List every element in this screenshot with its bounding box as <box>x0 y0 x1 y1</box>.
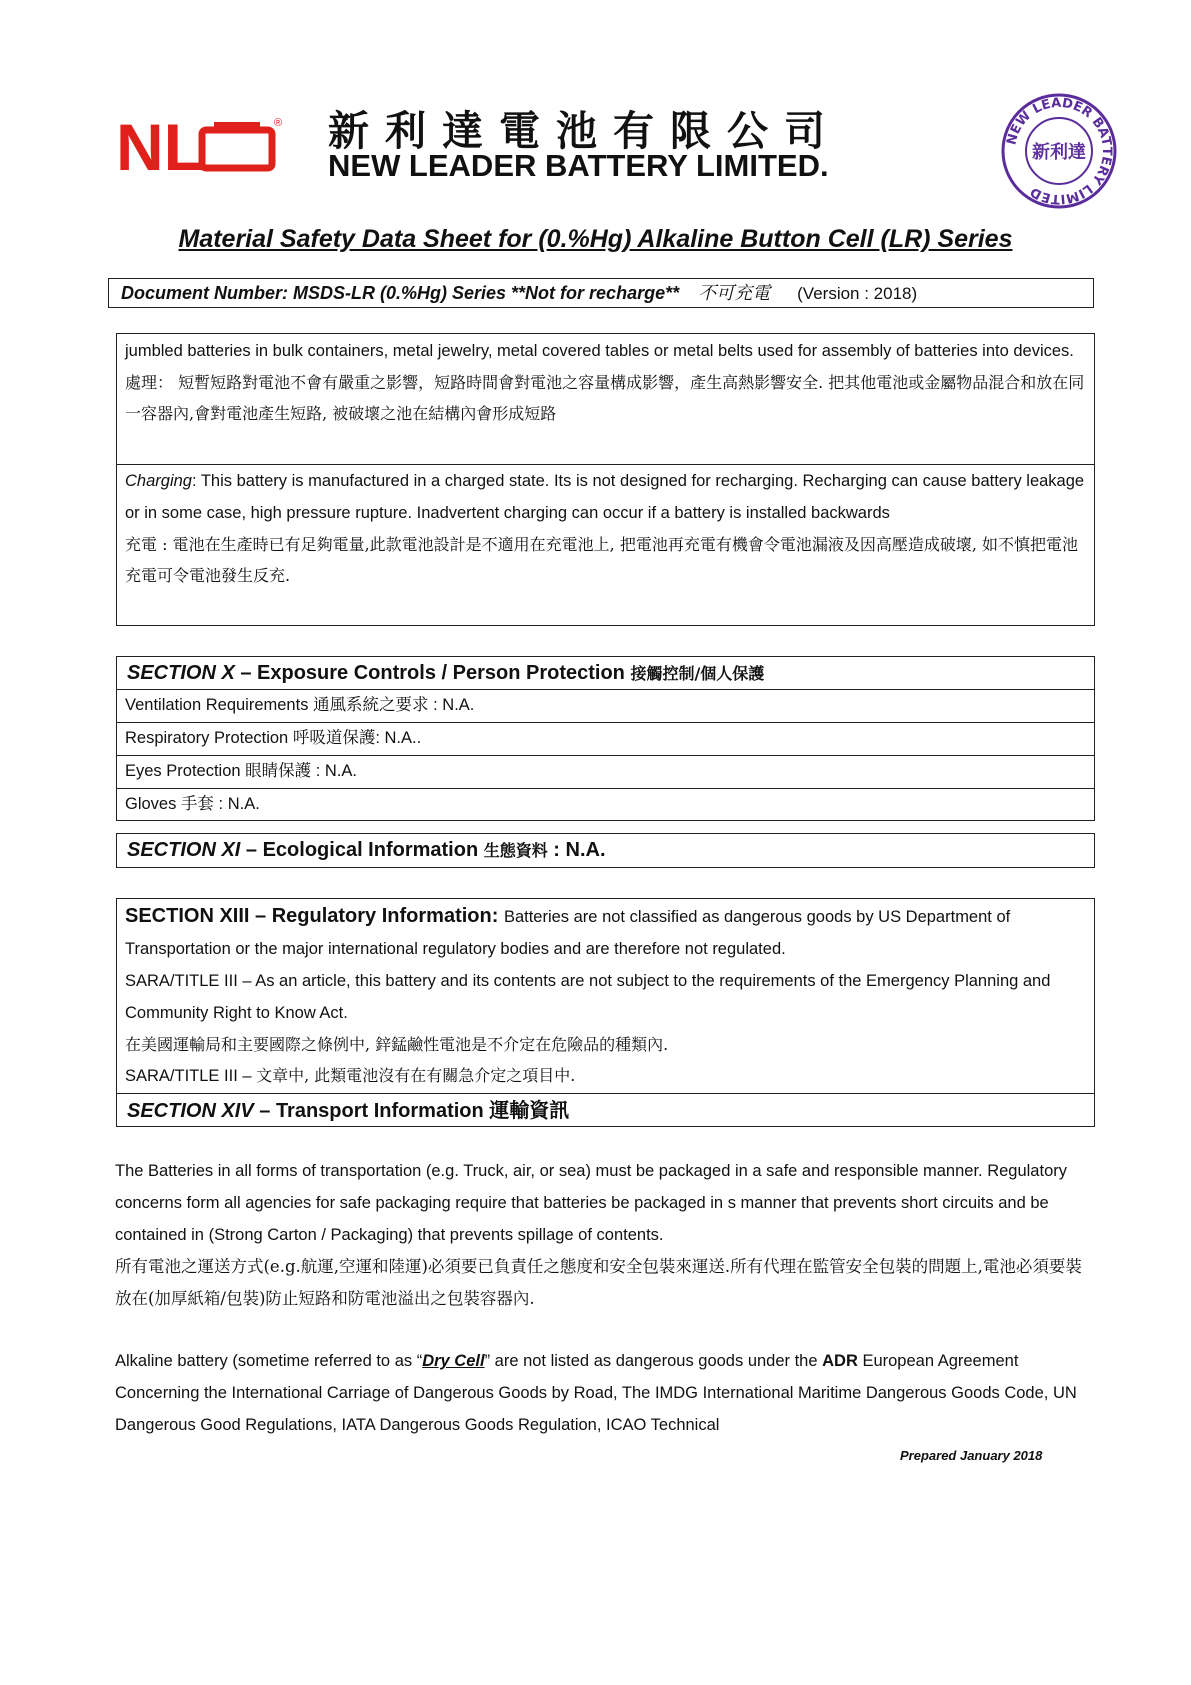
document-version: (Version : 2018) <box>797 284 918 303</box>
section-xi-box <box>116 833 1095 868</box>
charging-body: : This battery is manufactured in a charged state. Its is not designed for recharging. Recharging can cause battery leakage or in some case, high pressure rupture. Inadvertent charging can occur if a battery is installed backwards <box>125 472 1085 522</box>
sara-cn-prefix: SARA/TITLE III – <box>125 1067 257 1085</box>
ventilation-row: Ventilation Requirements 通風系統之要求 : N.A. <box>117 689 1094 722</box>
document-number: Document Number: MSDS-LR (0.%Hg) Series **Not for recharge** <box>121 283 680 303</box>
section-xi-title: – Ecological Information <box>240 839 484 861</box>
seal-ring-text: NEW LEADER BATTERY LIMITED <box>1004 95 1115 207</box>
prepared-date: Prepared January 2018 <box>900 1448 1043 1463</box>
dry-cell-term: Dry Cell <box>422 1352 485 1370</box>
handling-text: jumbled batteries in bulk containers, metal jewelry, metal covered tables or metal belts used for assembly of batteries into devices. <box>125 342 1074 360</box>
logo-battery-shape <box>202 130 272 168</box>
transport-text: The Batteries in all forms of transportation (e.g. Truck, air, or sea) must be packaged in a safe and responsible manner. Regulatory concerns form all agencies for safe packaging require that batteries be packaged in s manner that prevents short circuits and be contained in (Strong Carton / Packaging) that prevents spillage of contents. <box>115 1162 1067 1244</box>
charging-label: Charging <box>125 472 192 490</box>
section-xi-heading <box>117 834 1094 867</box>
handling-text-cn: 處理： 短暫短路對電池不會有嚴重之影響，短路時間會對電池之容量構成影響，產生高熱影響安全. 把其他電池或金屬物品混合和放在同一容器內,會對電池產生短路, 被破壞之池在結構內會形成短路 <box>125 373 1085 423</box>
transport-text-cn: 所有電池之運送方式(e.g.航運,空運和陸運)必須要已負責任之態度和安全包裝來運送.所有代理在監管安全包裝的問題上,電池必須要裝放在(加厚紙箱/包裝)防止短路和防電池溢出之包裝容器內. <box>115 1257 1082 1308</box>
section-xi-value: : N.A. <box>547 839 606 861</box>
eyes-row: Eyes Protection 眼睛保護 : N.A. <box>117 755 1094 788</box>
section-x-title: – Exposure Controls / Person Protection <box>234 662 631 684</box>
section-xiii-title: – Regulatory Information: <box>249 905 504 927</box>
registered-mark: ® <box>274 117 283 129</box>
section-xiii-body: Batteries are not classified as dangerous goods by US Department of Transportation or the major international regulatory bodies and are therefore not regulated. <box>125 908 1011 958</box>
section-xiv-number: SECTION XIV <box>127 1100 254 1122</box>
charging-text-cn: 充電 : 電池在生產時已有足夠電量,此款電池設計是不適用在充電池上, 把電池再充電有機會令電池漏液及因高壓造成破壞, 如不慎把電池充電可令電池發生反充. <box>125 535 1078 585</box>
alkaline-text-b: ” are not listed as dangerous goods under the <box>484 1352 823 1370</box>
section-xi-title-cn: 生態資料 <box>483 841 548 860</box>
alkaline-text-a: Alkaline battery (sometime referred to as “ <box>115 1352 423 1370</box>
section-xi-number: SECTION XI <box>127 839 241 861</box>
section-xiv-title-cn: 運輸資訊 <box>489 1098 570 1122</box>
respiratory-row: Respiratory Protection 呼吸道保護: N.A.. <box>117 722 1094 755</box>
seal-center-text: 新利達 <box>1032 142 1086 163</box>
section-x-box <box>116 656 1095 821</box>
sara-cn-text: 文章中, 此類電池沒有在有關急介定之項目中. <box>256 1066 576 1085</box>
sara-text: SARA/TITLE III – As an article, this battery and its contents are not subject to the requirements of the Emergency Planning and Community Right to Know Act. <box>125 972 1051 1022</box>
company-seal <box>1000 92 1118 210</box>
sara-cn-line <box>117 1060 1094 1092</box>
section-x-title-cn: 接觸控制/個人保護 <box>630 664 765 683</box>
adr-term: ADR <box>822 1352 858 1370</box>
section-xiii-cn: 在美國運輸局和主要國際之條例中, 鋅錳鹼性電池是不介定在危險品的種類內. <box>125 1035 669 1054</box>
alkaline-paragraph <box>115 1345 1085 1441</box>
gloves-row: Gloves 手套 : N.A. <box>117 788 1094 821</box>
section-xiii-box <box>116 898 1095 1127</box>
company-name-en: NEW LEADER BATTERY LIMITED. <box>328 148 829 183</box>
section-x-number: SECTION X <box>127 662 235 684</box>
charging-text <box>117 465 1094 529</box>
not-rechargeable-cn: 不可充電 <box>698 283 771 304</box>
section-xiii-number: SECTION XIII <box>125 905 250 927</box>
section-xiv-heading <box>117 1093 1094 1127</box>
logo-battery-cap <box>214 122 260 132</box>
handling-charging-box <box>116 333 1095 626</box>
transport-paragraph <box>115 1155 1085 1315</box>
company-logo <box>116 112 286 178</box>
section-xiv-title: – Transport Information <box>253 1100 490 1122</box>
section-xiii-row <box>117 899 1094 1093</box>
section-x-heading <box>117 657 1094 689</box>
logo-text: NL <box>116 112 204 178</box>
handling-row <box>117 334 1094 464</box>
document-title: Material Safety Data Sheet for (0.%Hg) Alkaline Button Cell (LR) Series <box>178 225 1013 253</box>
charging-row <box>117 464 1094 591</box>
alkaline-text-c: European Agreement Concerning the International Carriage of Dangerous Goods by Road, The IMDG International Maritime Dangerous Goods Code, UN Dangerous Good Regulations, IATA Dangerous Goods Regulation, ICAO Technical <box>115 1352 1077 1434</box>
document-number-bar <box>108 278 1094 308</box>
company-name-cn: 新利達電池有限公司 <box>328 107 841 155</box>
section-xiii-text <box>117 899 1094 965</box>
